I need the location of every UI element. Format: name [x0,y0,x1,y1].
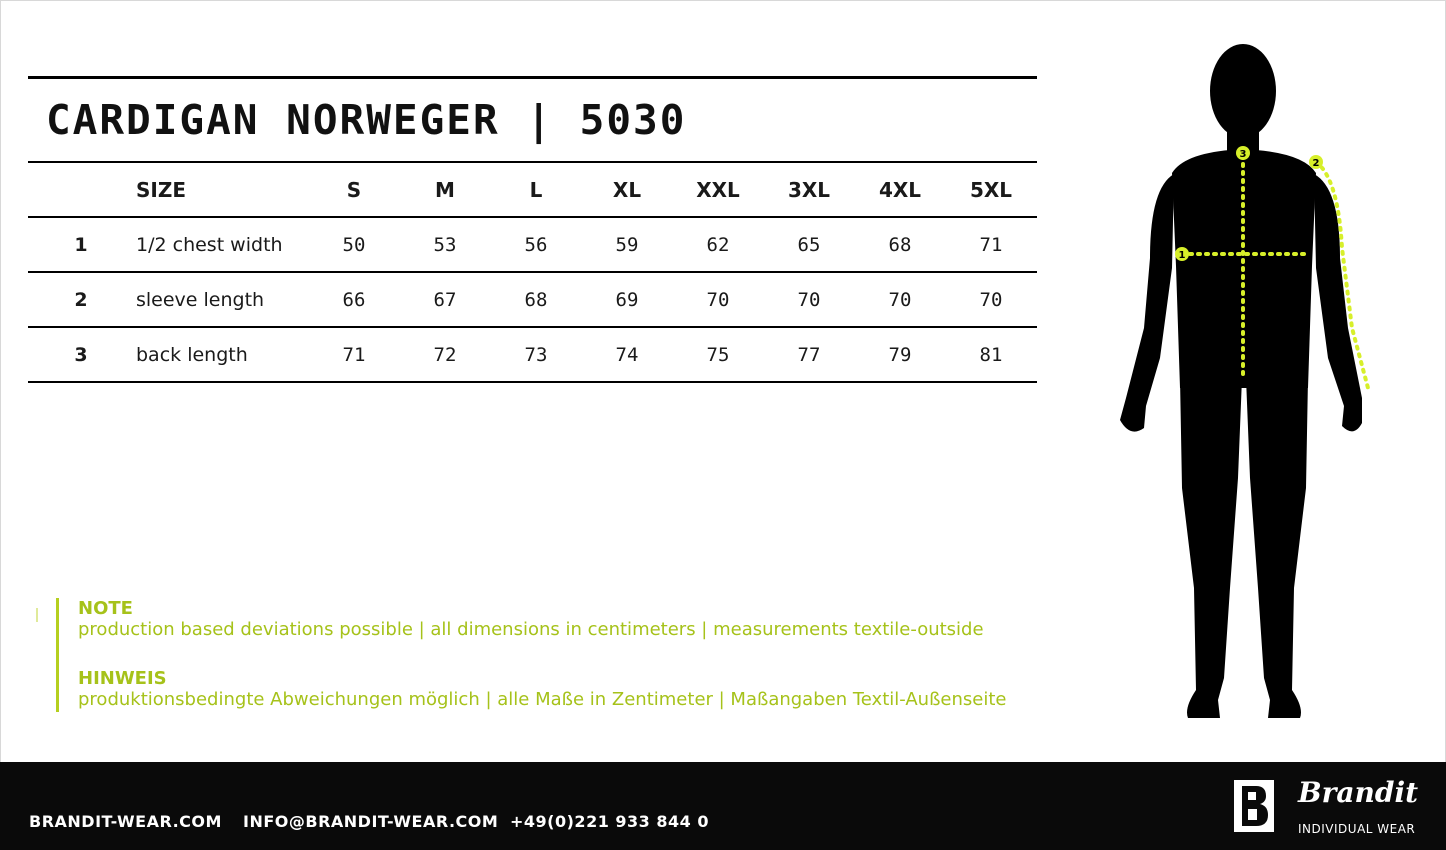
page-title: CARDIGAN NORWEGER | 5030 [46,96,687,144]
table-cell: 75 [706,344,730,366]
table-cell: 70 [979,289,1003,311]
table-cell: 72 [433,344,457,366]
size-header-xxl: XXL [696,178,740,202]
table-cell: 71 [979,234,1003,256]
table-row [28,218,1037,272]
size-header-4xl: 4XL [878,178,922,202]
size-header-row [28,163,1037,217]
marker-1-label: 1 [1178,250,1186,261]
table-cell: 77 [797,344,821,366]
size-header-3xl: 3XL [787,178,831,202]
decorative-tick [36,608,38,622]
table-cell: 65 [797,234,821,256]
table-cell: 66 [342,289,366,311]
note-heading: NOTE [78,598,133,619]
table-cell: 70 [706,289,730,311]
hinweis-heading: HINWEIS [78,668,167,689]
note-text: production based deviations possible | all dimensions in centimeters | measurements textile-outside [78,619,984,640]
table-cell: 68 [524,289,548,311]
row-number: 1 [74,234,88,256]
footer-bar [0,762,1446,850]
table-cell: 81 [979,344,1003,366]
body-silhouette-figure [1100,28,1390,728]
table-cell: 73 [524,344,548,366]
size-header-label: SIZE [136,178,187,202]
brandit-logo-icon [1232,778,1276,834]
size-header-l: L [529,178,543,202]
table-cell: 71 [342,344,366,366]
table-row [28,328,1037,382]
left-leg-shape [1180,378,1242,718]
table-cell: 50 [342,234,366,256]
note-accent-bar [56,598,59,712]
table-cell: 69 [615,289,639,311]
table-cell: 70 [797,289,821,311]
table-cell: 68 [888,234,912,256]
row-label: 1/2 chest width [136,234,283,256]
hinweis-text: produktionsbedingte Abweichungen möglich | alle Maße in Zentimeter | Maßangaben Textil-Außenseite [78,689,1007,710]
table-cell: 56 [524,234,548,256]
marker-3 [1236,146,1250,160]
table-cell: 62 [706,234,730,256]
table-cell: 74 [615,344,639,366]
brand-wordmark: Brandit [1298,776,1419,809]
website-link[interactable]: BRANDIT-WEAR.COM [29,812,222,831]
row-number: 3 [74,344,88,366]
marker-2-label: 2 [1312,158,1320,169]
table-cell: 53 [433,234,457,256]
row-label: sleeve length [136,289,265,311]
size-header-m: M [435,178,455,202]
email-link[interactable]: INFO@BRANDIT-WEAR.COM [243,812,499,831]
row-label: back length [136,344,248,366]
table-top-rule [28,76,1037,79]
phone-number: +49(0)221 933 844 0 [510,812,709,831]
marker-2 [1309,155,1323,169]
marker-3-label: 3 [1239,149,1247,160]
size-header-xl: XL [612,178,642,202]
table-cell: 79 [888,344,912,366]
size-header-5xl: 5XL [969,178,1013,202]
table-cell: 59 [615,234,639,256]
table-cell: 67 [433,289,457,311]
size-header-s: S [346,178,362,202]
left-arm-shape [1120,174,1174,432]
table-cell: 70 [888,289,912,311]
row-number: 2 [74,289,88,311]
table-row [28,273,1037,327]
right-leg-shape [1246,378,1308,718]
brand-subtitle: INDIVIDUAL WEAR [1298,822,1416,836]
marker-1 [1175,247,1189,261]
